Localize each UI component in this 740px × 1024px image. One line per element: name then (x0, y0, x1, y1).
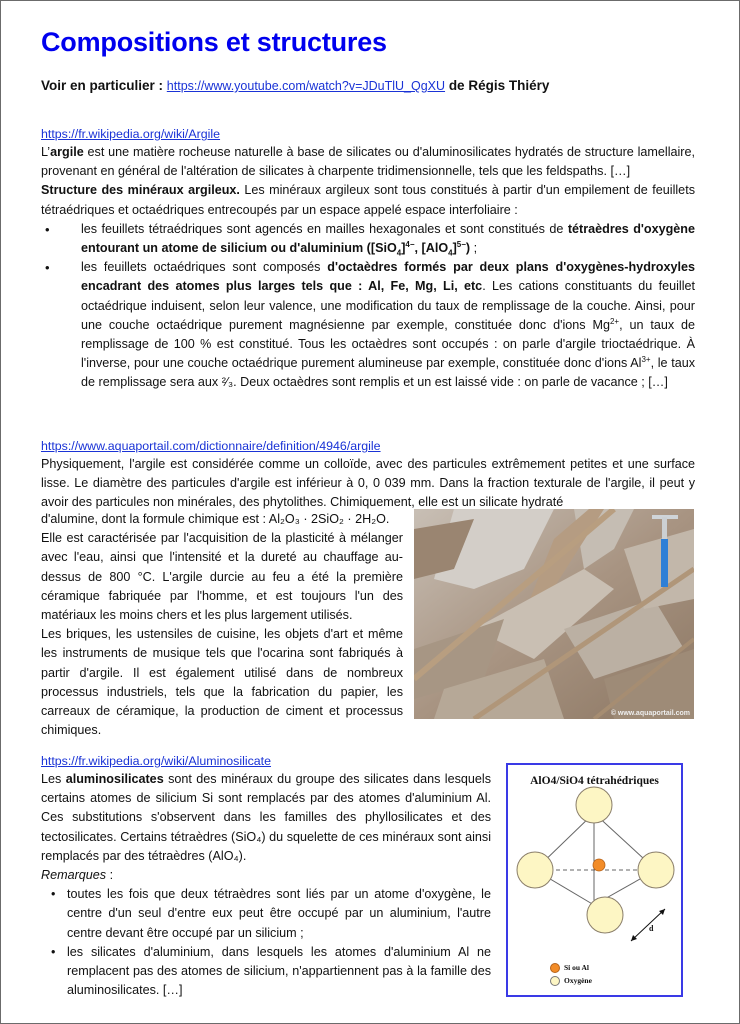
yellow-dot-icon (550, 976, 560, 986)
youtube-link[interactable]: https://www.youtube.com/watch?v=JDuTlU_QgXU (166, 79, 446, 93)
formula-line: d'alumine, dont la formule chimique est : Al₂O₃ · 2SiO₂ · 2H₂O. (41, 512, 390, 526)
page-title: Compositions et structures (41, 27, 387, 57)
source-link-wikipedia-argile[interactable]: https://fr.wikipedia.org/wiki/Argile (41, 127, 221, 141)
orange-dot-icon (550, 963, 560, 973)
photo-caption: © www.aquaportail.com (610, 710, 690, 717)
list-item: • les silicates d'aluminium, dans lesquels les atomes d'aluminium Al ne remplacent pas des atomes de silicium, n'appartiennent pas à la famille des aluminosilicates. […] (41, 943, 491, 1001)
see-also-line (41, 78, 549, 93)
clay-photo (414, 509, 694, 719)
source-link-aquaportail[interactable]: https://www.aquaportail.com/dictionnaire/definition/4946/argile (41, 439, 381, 453)
list-item: • les feuillets octaédriques sont composés d'octaèdres formés par deux plans d'oxygènes-hydroxyles encadrant des atomes plus larges tels que : Al, Fe, Mg, Li, etc. Les cations constituants du feuillet octaédrique induisent, selon leur valence, une modification du taux de remplissage de la couche. Ainsi, pour une couche octaédrique purement magnésienne par exemple, constituée donc d'ions $Mg^{2+}$, un taux de remplissage de 100 % est constitué. Tous les octaèdres sont occupés : on parle d'argile trioctaédrique. À l'inverse, pour une couche octaédrique purement alumineuse par exemple, constituée donc d'ions $Al^{3+}$, le taux de remplissage sera aux ²⁄₃. Deux octaèdres sont remplis et un est laissé vide : on parle de vacance ; […] (41, 258, 695, 392)
legend-oxygene: Oxygène (550, 976, 592, 986)
legend-si-al: Si ou Al (550, 963, 589, 973)
list-item: • les feuillets tétraédriques sont agencés en mailles hexagonales et sont constitués de tétraèdres d'oxygène entourant un atome de silicium ou d'aluminium ($[SiO_4]^{4-}$, $[AlO_4]^{5-}$) ; (41, 220, 695, 258)
section-aquaportail (41, 438, 695, 513)
source-link-wikipedia-aluminosilicate[interactable]: https://fr.wikipedia.org/wiki/Aluminosilicate (41, 754, 272, 768)
distance-label: d (649, 924, 654, 933)
section-aquaportail-column (41, 510, 403, 740)
remarks-heading: Remarques : (41, 868, 114, 883)
tetrahedron-diagram (506, 763, 683, 997)
plasticity-paragraph: Elle est caractérisée par l'acquisition de la plasticité à mélanger avec l'eau, ainsi que l'intensité et la dureté au chauffage au-dessus de 800 °C. L'argile durcie au feu a été la première céramique fabriquée par l'homme, et est toujours l'un des matériaux les moins chers et les plus largement utilisés. (41, 531, 403, 623)
aluminosilicate-term: aluminosilicates (65, 772, 164, 786)
see-also-author: de Régis Thiéry (448, 78, 550, 93)
diagram-title: AlO4/SiO4 tétrahédriques (530, 775, 659, 787)
tetrahedron-icon (508, 765, 681, 995)
remarks-list (41, 885, 491, 1000)
uses-paragraph: Les briques, les ustensiles de cuisine, les objets d'art et même les instruments de musique tels que l'ocarina sont fabriqués à partir d'argile. Il est également utilisé dans de nombreux processus industriels, tels que la fabrication du papier, les carreaux de céramique, la production de ciment et processus chimiques. (41, 627, 403, 738)
argile-term: argile (50, 145, 84, 159)
structure-heading: Structure des minéraux argileux. (41, 183, 240, 198)
aluminosilicate-intro: Les aluminosilicates sont des minéraux du groupe des silicates dans lesquels certains atomes de silicium Si sont remplacés par des atomes d'aluminium Al. Ces substitutions s'observent dans les familles des phyllosilicates et des tectosilicates. Certains tétraèdres (SiO₄) du squelette de ces minéraux sont ainsi remplacés par des tétraèdres (AlO₄). (41, 772, 491, 863)
section-argile-wikipedia (41, 126, 695, 393)
section-aluminosilicate (41, 753, 491, 1000)
colloid-paragraph: Physiquement, l'argile est considérée comme un colloïde, avec des particules extrêmement petites et une surface lisse. Le diamètre des particules d'argile est inférieur à 0, 0 039 mm. Dans la fraction texturale de l'argile, il peut y avoir des particules non minérales, des phytolithes. Chimiquement, elle est un silicate hydraté (41, 457, 695, 510)
structure-list (41, 220, 695, 393)
clay-rock-image (414, 509, 694, 719)
list-item: • toutes les fois que deux tétraèdres sont liés par un atome d'oxygène, le centre d'un seul d'entre eux peut être occupé par un aluminium, l'autre centre devant être occupé par un silicium ; (41, 885, 491, 943)
structure-paragraph: Structure des minéraux argileux. Les minéraux argileux sont tous constitués à partir d'un empilement de feuillets tétraédriques et octaédriques entrecoupés par un espace appelé espace interfoliaire : (41, 183, 695, 217)
argile-intro: L’argile est une matière rocheuse naturelle à base de silicates ou d'aluminosilicates hydratés de structure lamellaire, provenant en général de l'altération de silicates à charpente tridimensionnelle, tels que les feldspaths. […] (41, 145, 695, 179)
see-also-label: Voir en particulier : (41, 78, 164, 93)
